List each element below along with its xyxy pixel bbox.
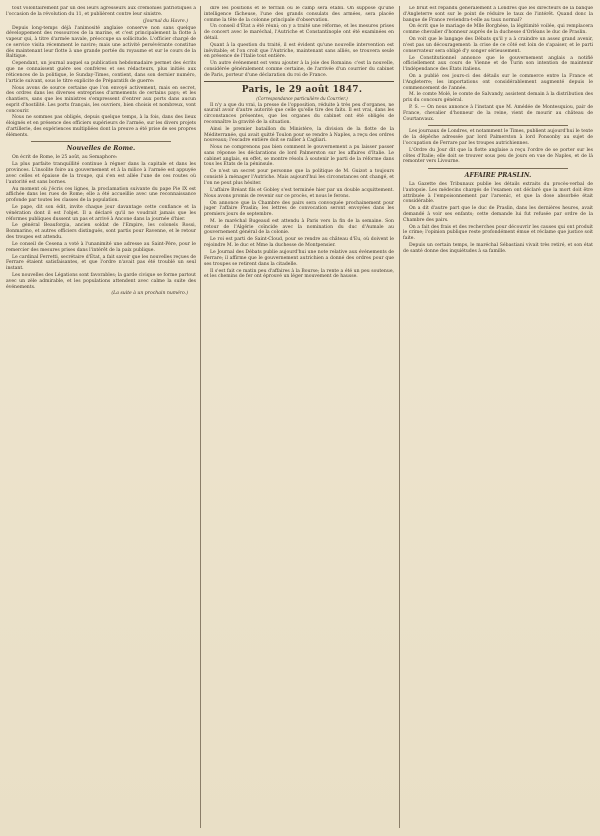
paragraph: On a fait des frais et des recherches pour découvrir les causes qui ont produit le crime; l'opinion publique reste profondément émue et réclame que justice soit faite. [403, 224, 593, 242]
paragraph: Nous ne sommes pas obligés, depuis quelque temps, à la fois, dans des lieux éloignés et en présence des officiers supérieurs de l'armée, sur les divers projets d'artillerie, des expériences multipliées dont la preuve a été prise de ses propres éléments. [6, 115, 196, 138]
dateline-heading: Paris, le 29 août 1847. [241, 84, 363, 95]
paragraph: On écrit que le mariage de Mlle Borghèse, la légitimité voilée, qui remplacera comme chevalier d'honneur auprès de la duchesse d'Orléans le duc de Praslin. [403, 24, 593, 36]
column-3 [403, 6, 593, 828]
paragraph: L'Ordre du Jour dit que la flotte anglaise a reçu l'ordre de se porter sur les côtes d'Italie; elle doit se trouver sous peu de jours en vue de Naples, et de là remonter vers Livourne. [403, 147, 593, 165]
paragraph: Les journaux de Londres, et notamment le Times, publient aujourd'hui le texte de la dépêche adressée par lord Palmerston à lord Ponsonby au sujet de l'occupation de Ferrare par les troupes autrichiennes. [403, 129, 593, 146]
paragraph: Le cardinal Ferretti, secrétaire d'État, a fait savoir que les nouvelles reçues de Ferrare étaient satisfaisantes, et que l'ordre n'avait pas été troublé un seul instant. [6, 254, 196, 272]
paragraph: Le bruit est répandu généralement à Londres que les directeurs de la banque d'Angleterre sont sur le point de réduire le taux de l'intérêt. Quand donc la banque de France reviendra-t-elle au taux normal? [403, 6, 593, 23]
divider [204, 81, 394, 82]
source-credit: (Journal du Havre.) [142, 18, 188, 24]
paragraph: Ainsi le premier bataillon du Ministère, la division de la flotte de la Méditerranée, qui avait quitté Toulon pour se rendre à Naples, a reçu des ordres nouveaux; l'escadre entière doit se rallier à Cagliari. [204, 126, 394, 144]
paragraph: Nous avons de source certaine que l'on envoyé activement, mais en secret, des ordres dans les diverses entreprises d'armements de certains pays; et les chantiers, sans que les ministres s'empressent d'entrer aux ports dans aucun esprit d'hostilité. Les ports français, les ouvriers, bien choisis et nombreux, vont concourir. [6, 85, 196, 114]
column-rule-right [399, 6, 400, 828]
paragraph: Le conseil de Cesena a voté à l'unanimité une adresse au Saint-Père, pour le remercier des mesures prises dans l'intérêt de la paix publique. [6, 241, 196, 253]
paragraph: Au moment où j'écris ces lignes, la proclamation suivante du pape Pie IX est affichée dans les rues de Rome; elle a été accueillie avec une reconnaissance profonde par toutes les classes de la population. [6, 186, 196, 204]
divider [31, 141, 171, 142]
paragraph: Il s'est fait ce matin peu d'affaires à la Bourse; la rente a été un peu soutenue, et les chemins de fer ont éprouvé un léger mouvement de hausse. [204, 268, 394, 280]
paragraph: dire les positions et le terrain où le camp sera établi. On suppose qu'une intelligence fâcheuse, l'une des grands consulats des armées, sera placée comme la tête de la colonne principale d'observation. [204, 6, 394, 23]
continued-note: (La suite à un prochain numéro.) [111, 291, 188, 297]
paragraph: Les nouvelles des Légations sont favorables; la garde civique se forme partout avec un zèle admirable, et les populations attendent avec calme la suite des événements. [6, 273, 196, 290]
paragraph: Un autre événement est venu ajouter à la joie des Romains: c'est la nouvelle, considérée généralement comme certaine, de l'arrivée d'un courrier du cabinet de Paris, porteur d'une déclaration du roi de France. [204, 61, 394, 78]
paragraph: On annonce que la Chambre des pairs sera convoquée prochainement pour juger l'affaire Praslin; les lettres de convocation seront envoyées dans les premiers jours de septembre. [204, 200, 394, 217]
paragraph: Depuis long-temps déjà l'animosité anglaise conserve non sans quelque développement des ressources de la marine, et c'est principalement la flotte à vapeur qui, à titre d'armée navale, préoccupe sa sollicitude. L'officier chargé de ce service visita récemment le navire; mais une activité persévérante constitue dès maintenant leur flotte à une grande portée du royaume et sur le cours de la Baltique. [6, 25, 196, 60]
paragraph: On a dit d'autre part que le duc de Praslin, dans les dernières heures, avait demandé à voir ses enfants; cette demande lui fut refusée par ordre de la Chambre des pairs. [403, 206, 593, 223]
section-heading-rome: Nouvelles de Rome. [66, 145, 136, 153]
paragraph: Un conseil d'État a été réuni; on y a traité une réforme, et les mesures prises de concert avec le maréchal, l'Autriche et Constantinople ont été examinées en détail. [204, 24, 394, 41]
paragraph: tout volontairement par un des leurs agresseurs aux crémonies patriotiques à l'occasion de la révolution du 11, et publièrent contre leur sinistre. [6, 6, 196, 17]
paragraph: La plus parfaite tranquillité continue à régner dans la capitale et dans les provinces. L'insolite foire au gouvernement et à la milice à l'armée est appuyée avec celles et épaisse de la troupe, qui s'en est allée l'une de ces routes où l'autorité est sans bornes. [6, 162, 196, 185]
paragraph: Cependant, un journal auquel sa publication hebdomadaire permet des écrits que ne connaissent guère ses confrères et ses rédacteurs, plus initiés aux réticences de la politique, le Sunday-Times, contient, dans son dernier numéro, l'article suivant, sous le titre explicite de Préparatifs de guerre: [6, 61, 196, 84]
paragraph: Le Constitutionnel annonce que le gouvernement anglais a notifié officiellement aux cours de Vienne et de Turin son intention de maintenir l'indépendance des États italiens. [403, 55, 593, 73]
paragraph: Depuis un certain temps, le maréchal Sébastiani vivait très retiré, et son état de santé donne des inquiétudes à sa famille. [403, 243, 593, 254]
paragraph: On a publié ces jours-ci des détails sur le commerce entre la France et l'Angleterre; les importations ont considérablement augmenté depuis le commencement de l'année. [403, 74, 593, 91]
column-rule-left [200, 6, 201, 828]
paragraph: Le général Beauforgia, ancien soldat de l'Empire, les colonels Rossi, Bonmarino, et autres officiers distingués, sont partis pour Ravenne, et le retour des troupes est attendu. [6, 223, 196, 240]
paragraph: La Gazette des Tribunaux publie les détails extraits du procès-verbal de l'autopsie. Les médecins chargés de l'examen ont déclaré que la mort doit être attribuée à l'empoisonnement par l'arsenic, et que la dose absorbée était considérable. [403, 182, 593, 205]
paragraph: Le Journal des Débats publie aujourd'hui une note relative aux événements de Ferrare; il affirme que le gouvernement autrichien a donné des ordres pour que ses troupes se retirent dans la citadelle. [204, 250, 394, 267]
divider [428, 125, 568, 126]
paragraph: L'affaire Bréant fils et Gobley s'est terminée hier par un double acquittement. Nous avons promis de revenir sur ce procès, et nous le ferons. [204, 187, 394, 199]
paragraph: Quant à la question du traité, il est évident qu'une nouvelle intervention est inévitable; et l'on croit que l'Autriche, maintenant sans alliés, se trouvera seule en présence de l'Italie tout entière. [204, 42, 394, 60]
paragraph: On voit que le langage des Débats qu'il y a à craindre un assez grand avenir, n'est pas un découragement: la crise de ce côté est loin de s'apaiser, et le parti conservateur sera obligé d'y songer sérieusement. [403, 37, 593, 54]
paragraph: Nous ne comprenons pas bien comment le gouvernement a pu laisser passer sans réponse les déclarations de lord Palmerston sur les affaires d'Italie. Le cabinet anglais, en effet, se montre résolu à soutenir le parti de la réforme dans tous les États de la péninsule. [204, 145, 394, 168]
section-heading-praslin: AFFAIRE PRASLIN. [464, 172, 532, 180]
paragraph: On écrit de Rome, le 25 août, au Semaphore: [12, 155, 118, 161]
paragraph: Le roi est parti de Saint-Cloud, pour se rendre au château d'Eu, où doivent le rejoindre M. le duc et Mme la duchesse de Montpensier. [204, 237, 394, 249]
column-1 [6, 6, 196, 828]
paragraph: M. le maréchal Bugeaud est attendu à Paris vers la fin de la semaine. Son retour de l'Algérie coïncide avec la nomination du duc d'Aumale au gouvernement général de la colonie. [204, 218, 394, 236]
paragraph: Il n'y a que du vrai, la presse de l'opposition, réduite à très peu d'organes, ne saurait avoir d'autre autorité que celle qu'elle tire des faits. Il est vrai, dans les circonstances présentes, que les organes du cabinet ont été obligés de reconnaître la gravité de la situation. [204, 102, 394, 125]
paragraph: P. S. — On nous annonce à l'instant que M. Amédée de Montesquiou, pair de France, chevalier d'honneur de la reine, vient de mourir au château de Courtanvaux. [403, 105, 593, 122]
column-2 [204, 6, 394, 828]
paragraph: M. le comte Molé, le comte de Salvandy, assistent demain à la distribution des prix du concours général. [403, 92, 593, 104]
paragraph: Le pape, dit son édit, invite chaque jour davantage cette confiance et la vénération dont il est l'objet. Il a déclaré qu'il ne voudrait jamais que les réformes publiques dussent un pas et arrivé à Ancone dans la journée d'hier. [6, 205, 196, 222]
paragraph: Ce n'est un secret pour personne que la politique de M. Guizot a toujours consisté à ménager l'Autriche. Mais aujourd'hui les circonstances ont changé, et l'on ne peut plus hésiter. [204, 169, 394, 186]
divider [428, 168, 568, 169]
dateline-subheading: (Correspondance particulière du Courrier.) [256, 95, 348, 101]
